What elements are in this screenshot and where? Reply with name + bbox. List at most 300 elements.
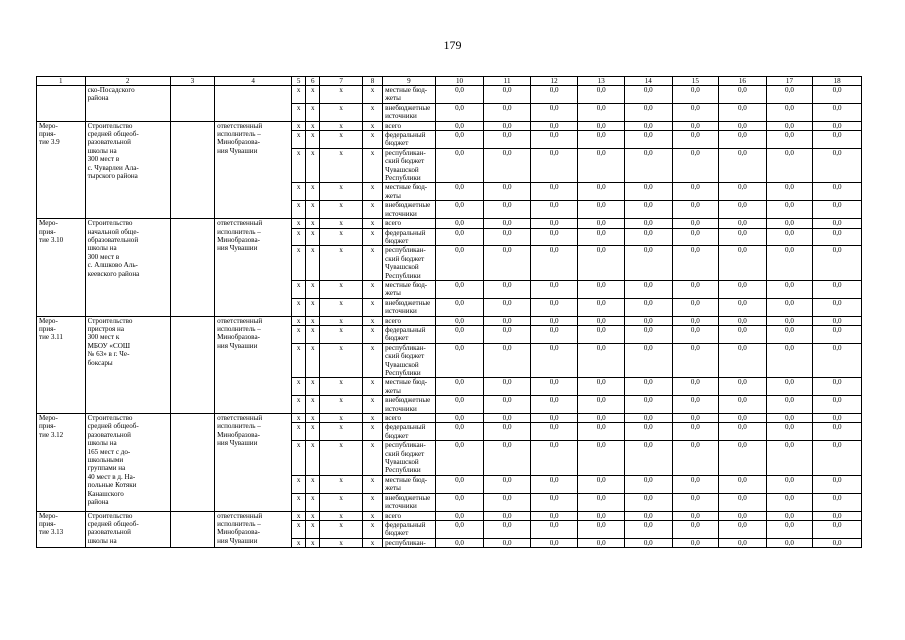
mark-cell: x: [292, 396, 306, 414]
value-cell: 0,0: [484, 121, 531, 130]
value-cell: 0,0: [672, 325, 719, 343]
mark-cell: x: [320, 475, 363, 493]
column-number-header: 10: [435, 77, 484, 86]
value-cell: 0,0: [435, 131, 484, 149]
mark-cell: x: [362, 441, 382, 476]
value-cell: 0,0: [672, 511, 719, 520]
value-cell: 0,0: [435, 86, 484, 104]
value-cell: 0,0: [484, 316, 531, 325]
value-cell: 0,0: [624, 183, 672, 201]
mark-cell: x: [292, 86, 306, 104]
value-cell: 0,0: [766, 103, 813, 121]
column-3-cell: [170, 316, 215, 413]
funding-source: всего: [383, 414, 436, 423]
funding-source: всего: [383, 511, 436, 520]
mark-cell: x: [306, 520, 320, 538]
value-cell: 0,0: [530, 493, 578, 511]
table-row: [37, 511, 862, 520]
value-cell: 0,0: [719, 511, 767, 520]
value-cell: 0,0: [766, 121, 813, 130]
mark-cell: x: [320, 86, 363, 104]
value-cell: 0,0: [435, 378, 484, 396]
funding-source: всего: [383, 219, 436, 228]
mark-cell: x: [362, 131, 382, 149]
column-number-header: 12: [530, 77, 578, 86]
mark-cell: x: [306, 414, 320, 423]
value-cell: 0,0: [624, 396, 672, 414]
mark-cell: x: [292, 219, 306, 228]
value-cell: 0,0: [530, 396, 578, 414]
value-cell: 0,0: [484, 493, 531, 511]
value-cell: 0,0: [578, 316, 625, 325]
mark-cell: x: [362, 511, 382, 520]
column-number-header: 17: [766, 77, 813, 86]
mark-cell: x: [292, 378, 306, 396]
value-cell: 0,0: [484, 343, 531, 378]
value-cell: 0,0: [484, 219, 531, 228]
value-cell: 0,0: [766, 298, 813, 316]
mark-cell: x: [362, 148, 382, 183]
funding-source: местные бюд- жеты: [383, 280, 436, 298]
value-cell: 0,0: [719, 441, 767, 476]
value-cell: 0,0: [578, 228, 625, 246]
column-number-header: 3: [170, 77, 215, 86]
value-cell: 0,0: [624, 325, 672, 343]
value-cell: 0,0: [672, 414, 719, 423]
column-number-header: 7: [320, 77, 363, 86]
value-cell: 0,0: [813, 316, 862, 325]
value-cell: 0,0: [484, 201, 531, 219]
mark-cell: x: [292, 493, 306, 511]
value-cell: 0,0: [435, 228, 484, 246]
value-cell: 0,0: [435, 538, 484, 547]
value-cell: 0,0: [719, 343, 767, 378]
value-cell: 0,0: [530, 131, 578, 149]
value-cell: 0,0: [530, 378, 578, 396]
mark-cell: x: [292, 325, 306, 343]
mark-cell: x: [292, 316, 306, 325]
value-cell: 0,0: [719, 219, 767, 228]
value-cell: 0,0: [719, 316, 767, 325]
value-cell: 0,0: [530, 343, 578, 378]
mark-cell: x: [306, 86, 320, 104]
activity-name: Строительство пристроя на 300 мест к МБОУ «СОШ № 63» в г. Че- боксары: [85, 316, 170, 413]
value-cell: 0,0: [435, 121, 484, 130]
value-cell: 0,0: [578, 343, 625, 378]
value-cell: 0,0: [530, 441, 578, 476]
value-cell: 0,0: [672, 343, 719, 378]
mark-cell: x: [292, 228, 306, 246]
value-cell: 0,0: [813, 493, 862, 511]
value-cell: 0,0: [813, 475, 862, 493]
value-cell: 0,0: [484, 103, 531, 121]
value-cell: 0,0: [766, 183, 813, 201]
value-cell: 0,0: [435, 441, 484, 476]
value-cell: 0,0: [530, 183, 578, 201]
value-cell: 0,0: [719, 298, 767, 316]
mark-cell: x: [306, 538, 320, 547]
value-cell: 0,0: [672, 228, 719, 246]
value-cell: 0,0: [578, 423, 625, 441]
funding-source: республикан- ский бюджет Чувашской Республики: [383, 343, 436, 378]
value-cell: 0,0: [484, 228, 531, 246]
value-cell: 0,0: [484, 280, 531, 298]
value-cell: 0,0: [672, 86, 719, 104]
value-cell: 0,0: [813, 298, 862, 316]
value-cell: 0,0: [484, 148, 531, 183]
value-cell: 0,0: [624, 280, 672, 298]
value-cell: 0,0: [435, 183, 484, 201]
value-cell: 0,0: [719, 423, 767, 441]
value-cell: 0,0: [578, 493, 625, 511]
value-cell: 0,0: [624, 131, 672, 149]
value-cell: 0,0: [484, 183, 531, 201]
value-cell: 0,0: [435, 325, 484, 343]
mark-cell: x: [292, 121, 306, 130]
value-cell: 0,0: [624, 378, 672, 396]
executor: ответственный исполнитель – Минобразова- ния Чувашии: [215, 511, 292, 548]
mark-cell: x: [362, 325, 382, 343]
activity-name: ско-Посадского района: [85, 86, 170, 122]
value-cell: 0,0: [672, 538, 719, 547]
mark-cell: x: [320, 414, 363, 423]
funding-source: республикан- ский бюджет Чувашской Республики: [383, 148, 436, 183]
value-cell: 0,0: [624, 441, 672, 476]
activity-name: Строительство начальной обще- образовательной школы на 300 мест в с. Алшково Аль- кеевского района: [85, 219, 170, 316]
value-cell: 0,0: [484, 423, 531, 441]
mark-cell: x: [362, 228, 382, 246]
column-number-header: 15: [672, 77, 719, 86]
value-cell: 0,0: [578, 183, 625, 201]
mark-cell: x: [362, 201, 382, 219]
executor: ответственный исполнитель – Минобразова- ния Чувашии: [215, 316, 292, 413]
value-cell: 0,0: [530, 325, 578, 343]
mark-cell: x: [292, 414, 306, 423]
mark-cell: x: [320, 511, 363, 520]
value-cell: 0,0: [530, 86, 578, 104]
value-cell: 0,0: [813, 325, 862, 343]
mark-cell: x: [320, 325, 363, 343]
value-cell: 0,0: [672, 183, 719, 201]
value-cell: 0,0: [672, 246, 719, 281]
value-cell: 0,0: [766, 246, 813, 281]
value-cell: 0,0: [578, 201, 625, 219]
value-cell: 0,0: [484, 396, 531, 414]
value-cell: 0,0: [624, 219, 672, 228]
mark-cell: x: [320, 219, 363, 228]
value-cell: 0,0: [624, 493, 672, 511]
value-cell: 0,0: [672, 201, 719, 219]
value-cell: 0,0: [719, 201, 767, 219]
mark-cell: x: [306, 201, 320, 219]
value-cell: 0,0: [624, 520, 672, 538]
mark-cell: x: [320, 316, 363, 325]
value-cell: 0,0: [813, 246, 862, 281]
funding-source: федеральный бюджет: [383, 423, 436, 441]
value-cell: 0,0: [530, 228, 578, 246]
column-number-header: 11: [484, 77, 531, 86]
value-cell: 0,0: [672, 520, 719, 538]
funding-source: внебюджетные источники: [383, 298, 436, 316]
value-cell: 0,0: [624, 121, 672, 130]
mark-cell: x: [362, 493, 382, 511]
funding-source: внебюджетные источники: [383, 103, 436, 121]
value-cell: 0,0: [624, 246, 672, 281]
column-number-header: 6: [306, 77, 320, 86]
mark-cell: x: [320, 228, 363, 246]
mark-cell: x: [362, 103, 382, 121]
value-cell: 0,0: [766, 475, 813, 493]
mark-cell: x: [362, 86, 382, 104]
column-number-header: 13: [578, 77, 625, 86]
value-cell: 0,0: [672, 493, 719, 511]
value-cell: 0,0: [672, 378, 719, 396]
value-cell: 0,0: [813, 280, 862, 298]
mark-cell: x: [362, 423, 382, 441]
value-cell: 0,0: [624, 228, 672, 246]
value-cell: 0,0: [766, 280, 813, 298]
value-cell: 0,0: [435, 343, 484, 378]
value-cell: 0,0: [719, 493, 767, 511]
mark-cell: x: [306, 246, 320, 281]
mark-cell: x: [306, 280, 320, 298]
value-cell: 0,0: [766, 520, 813, 538]
value-cell: 0,0: [435, 423, 484, 441]
table-row: [37, 414, 862, 423]
activity-label: [37, 86, 86, 122]
value-cell: 0,0: [578, 538, 625, 547]
value-cell: 0,0: [813, 414, 862, 423]
mark-cell: x: [292, 201, 306, 219]
value-cell: 0,0: [719, 148, 767, 183]
value-cell: 0,0: [578, 148, 625, 183]
column-3-cell: [170, 86, 215, 122]
value-cell: 0,0: [719, 378, 767, 396]
column-number-header: 8: [362, 77, 382, 86]
mark-cell: x: [306, 511, 320, 520]
value-cell: 0,0: [719, 538, 767, 547]
value-cell: 0,0: [435, 103, 484, 121]
value-cell: 0,0: [578, 378, 625, 396]
mark-cell: x: [320, 148, 363, 183]
activity-name: Строительство средней общеоб- разовательной школы на 300 мест в с. Чуварлеи Ала- тырского района: [85, 121, 170, 218]
value-cell: 0,0: [484, 131, 531, 149]
value-cell: 0,0: [578, 121, 625, 130]
value-cell: 0,0: [578, 280, 625, 298]
mark-cell: x: [362, 183, 382, 201]
mark-cell: x: [362, 246, 382, 281]
value-cell: 0,0: [813, 343, 862, 378]
mark-cell: x: [320, 246, 363, 281]
value-cell: 0,0: [719, 183, 767, 201]
mark-cell: x: [362, 316, 382, 325]
value-cell: 0,0: [719, 475, 767, 493]
value-cell: 0,0: [719, 228, 767, 246]
value-cell: 0,0: [530, 538, 578, 547]
mark-cell: x: [320, 423, 363, 441]
value-cell: 0,0: [624, 414, 672, 423]
mark-cell: x: [362, 219, 382, 228]
value-cell: 0,0: [530, 475, 578, 493]
column-number-header: 2: [85, 77, 170, 86]
value-cell: 0,0: [672, 475, 719, 493]
mark-cell: x: [292, 520, 306, 538]
mark-cell: x: [320, 441, 363, 476]
mark-cell: x: [306, 131, 320, 149]
column-number-header: 5: [292, 77, 306, 86]
funding-source: всего: [383, 316, 436, 325]
mark-cell: x: [362, 298, 382, 316]
mark-cell: x: [292, 538, 306, 547]
funding-source: федеральный бюджет: [383, 325, 436, 343]
value-cell: 0,0: [719, 131, 767, 149]
value-cell: 0,0: [530, 121, 578, 130]
value-cell: 0,0: [766, 441, 813, 476]
mark-cell: x: [306, 423, 320, 441]
value-cell: 0,0: [530, 201, 578, 219]
value-cell: 0,0: [624, 201, 672, 219]
mark-cell: x: [306, 396, 320, 414]
value-cell: 0,0: [719, 280, 767, 298]
mark-cell: x: [320, 343, 363, 378]
mark-cell: x: [320, 121, 363, 130]
mark-cell: x: [292, 280, 306, 298]
mark-cell: x: [362, 520, 382, 538]
mark-cell: x: [320, 280, 363, 298]
mark-cell: x: [320, 538, 363, 547]
mark-cell: x: [306, 148, 320, 183]
column-number-header: 18: [813, 77, 862, 86]
executor: [215, 86, 292, 122]
mark-cell: x: [306, 493, 320, 511]
mark-cell: x: [306, 183, 320, 201]
value-cell: 0,0: [578, 520, 625, 538]
value-cell: 0,0: [719, 414, 767, 423]
value-cell: 0,0: [578, 86, 625, 104]
value-cell: 0,0: [624, 316, 672, 325]
value-cell: 0,0: [719, 86, 767, 104]
value-cell: 0,0: [530, 246, 578, 281]
value-cell: 0,0: [766, 423, 813, 441]
value-cell: 0,0: [766, 378, 813, 396]
mark-cell: x: [292, 246, 306, 281]
funding-source: местные бюд- жеты: [383, 475, 436, 493]
mark-cell: x: [292, 131, 306, 149]
value-cell: 0,0: [766, 343, 813, 378]
mark-cell: x: [292, 103, 306, 121]
value-cell: 0,0: [813, 396, 862, 414]
mark-cell: x: [320, 103, 363, 121]
value-cell: 0,0: [813, 121, 862, 130]
value-cell: 0,0: [766, 316, 813, 325]
mark-cell: x: [306, 475, 320, 493]
value-cell: 0,0: [766, 201, 813, 219]
activity-name: Строительство средней общеоб- разовательной школы на: [85, 511, 170, 548]
mark-cell: x: [306, 121, 320, 130]
column-3-cell: [170, 511, 215, 548]
value-cell: 0,0: [813, 511, 862, 520]
value-cell: 0,0: [484, 414, 531, 423]
value-cell: 0,0: [530, 219, 578, 228]
value-cell: 0,0: [719, 325, 767, 343]
column-number-header: 4: [215, 77, 292, 86]
funding-source: республикан- ский бюджет Чувашской Республики: [383, 441, 436, 476]
value-cell: 0,0: [578, 246, 625, 281]
value-cell: 0,0: [672, 103, 719, 121]
funding-source: федеральный бюджет: [383, 228, 436, 246]
mark-cell: x: [362, 475, 382, 493]
mark-cell: x: [292, 298, 306, 316]
mark-cell: x: [320, 183, 363, 201]
mark-cell: x: [306, 343, 320, 378]
value-cell: 0,0: [719, 396, 767, 414]
value-cell: 0,0: [813, 103, 862, 121]
value-cell: 0,0: [624, 86, 672, 104]
value-cell: 0,0: [719, 246, 767, 281]
funding-source: республикан- ский бюджет Чувашской Республики: [383, 246, 436, 281]
mark-cell: x: [320, 201, 363, 219]
mark-cell: x: [320, 378, 363, 396]
mark-cell: x: [306, 378, 320, 396]
value-cell: 0,0: [766, 511, 813, 520]
value-cell: 0,0: [435, 148, 484, 183]
column-number-header: 1: [37, 77, 86, 86]
page-number: 179: [443, 38, 462, 52]
value-cell: 0,0: [624, 538, 672, 547]
value-cell: 0,0: [578, 414, 625, 423]
mark-cell: x: [320, 131, 363, 149]
mark-cell: x: [320, 520, 363, 538]
value-cell: 0,0: [530, 298, 578, 316]
mark-cell: x: [292, 511, 306, 520]
column-number-header: 9: [383, 77, 436, 86]
value-cell: 0,0: [624, 298, 672, 316]
column-number-header: 14: [624, 77, 672, 86]
value-cell: 0,0: [624, 511, 672, 520]
value-cell: 0,0: [624, 103, 672, 121]
column-3-cell: [170, 121, 215, 218]
funding-source: федеральный бюджет: [383, 131, 436, 149]
value-cell: 0,0: [435, 511, 484, 520]
mark-cell: x: [306, 325, 320, 343]
activity-label: Меро- прия- тие 3.9: [37, 121, 86, 218]
value-cell: 0,0: [813, 441, 862, 476]
value-cell: 0,0: [484, 441, 531, 476]
value-cell: 0,0: [672, 280, 719, 298]
value-cell: 0,0: [719, 103, 767, 121]
value-cell: 0,0: [435, 493, 484, 511]
activity-label: Меро- прия- тие 3.11: [37, 316, 86, 413]
value-cell: 0,0: [435, 298, 484, 316]
value-cell: 0,0: [530, 103, 578, 121]
value-cell: 0,0: [578, 131, 625, 149]
value-cell: 0,0: [530, 423, 578, 441]
value-cell: 0,0: [435, 246, 484, 281]
value-cell: 0,0: [484, 520, 531, 538]
value-cell: 0,0: [672, 298, 719, 316]
value-cell: 0,0: [484, 246, 531, 281]
funding-source: местные бюд- жеты: [383, 86, 436, 104]
value-cell: 0,0: [530, 511, 578, 520]
funding-source: местные бюд- жеты: [383, 378, 436, 396]
funding-source: внебюджетные источники: [383, 201, 436, 219]
value-cell: 0,0: [484, 511, 531, 520]
table-row: [37, 121, 862, 130]
value-cell: 0,0: [813, 183, 862, 201]
mark-cell: x: [292, 183, 306, 201]
executor: ответственный исполнитель – Минобразова- ния Чувашии: [215, 219, 292, 316]
funding-source: внебюджетные источники: [383, 493, 436, 511]
